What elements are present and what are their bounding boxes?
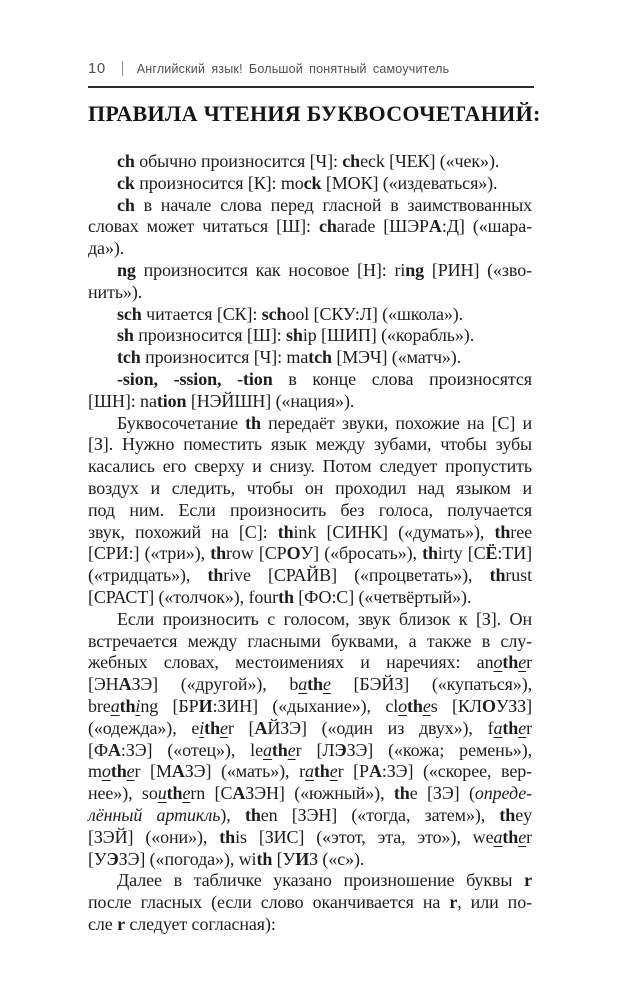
body-line [88,522,532,544]
text-run: e [518,717,527,738]
text-run: row [СР [226,543,287,564]
text-run: th [245,412,261,433]
text-run: bre [88,695,111,716]
text-run: th [422,543,438,564]
text-run: ck [117,172,135,193]
body-line [88,587,532,609]
text-run: произносится как носовое [Н]: ri [135,259,406,280]
text-run: r [526,826,532,847]
text-run: :ЗЭ] («скорее, вер- [381,761,533,782]
text-run: o [101,761,111,782]
text-run: ng [БР [140,695,199,716]
text-run: А [232,783,246,804]
text-run: ng [405,259,425,280]
text-run: в начале слова перед гласной в заимствованных [134,194,532,215]
text-run: i [199,717,205,738]
text-run: [НЭЙШН] («нация»). [186,390,355,411]
text-run: [БЭЙЗ] («купаться»), [330,674,532,695]
text-run: r [449,892,458,913]
text-run: e [ЗЭ] ( [409,783,475,804]
text-run: rive [СРАЙВ] («процветать»), [223,565,490,586]
text-run: О [286,543,301,564]
text-run: th [502,717,519,738]
text-run: ), [220,804,245,825]
text-run: [СРАСТ] («толчок»), four [88,586,279,607]
running-head [88,60,534,77]
text-run: e [322,674,331,695]
text-run: r [526,717,532,738]
text-run: («тридцать»), [88,565,208,586]
body-line [88,151,532,173]
text-run: [ФО:С] («четвёртый»). [293,586,472,607]
text-run: u [157,783,167,804]
text-run: после гласных (если слово оканчивается на [88,892,450,913]
text-run: r [М [134,761,172,782]
text-run: th [244,804,261,825]
text-run: , или по- [457,892,532,913]
text-run: sh [286,325,303,346]
text-run: да»). [88,238,125,259]
body-line [88,369,532,391]
text-run: А [118,674,132,695]
text-run: [ЭН [88,674,119,695]
page-title: ПРАВИЛА ЧТЕНИЯ БУКВОСОЧЕТАНИЙ: [88,101,541,126]
text-run: Э [106,848,119,869]
body-line [88,565,532,587]
text-run: e [518,826,527,847]
text-run: th [210,543,226,564]
text-run: :ТИ] [497,543,532,564]
text-run: th [110,761,127,782]
text-run: ey [515,804,532,825]
text-run: ch [117,151,135,171]
header-divider [122,61,123,76]
body-line [88,631,532,653]
text-run: arade [ШЭР [336,216,429,237]
text-run: нее»), so [88,783,158,804]
text-run: касались его сверху и снизу. Потом следует пропустить [88,456,532,477]
body-line [88,718,532,740]
body-line [88,325,532,347]
text-run: ch [318,216,337,237]
text-run: rust [505,565,532,586]
body-line [88,216,532,238]
text-run: А [108,739,121,760]
body-line [88,500,532,522]
text-run: e [219,717,228,738]
body-line [88,761,532,783]
text-run: [З]. Нужно поместить язык между зубами, чтобы зубы [88,434,532,455]
text-run: жебных словах, местоимениях и наречиях: an [88,652,494,673]
text-run: [РИН] («зво- [424,259,532,280]
text-run: th [502,652,519,673]
text-run: Далее в табличке указано произношение буквы [117,870,525,891]
text-run: ink [СИНК] («думать»), [293,521,495,542]
body-line [88,391,532,413]
text-run: произносится [К]: mo [134,172,304,193]
text-run: is [ЗИС] («этот, эта, это»), we [235,826,494,847]
text-run: сле [88,913,118,934]
body-line [88,434,532,456]
body-line [88,195,532,217]
running-title: Английский язык! Большой понятный самоучитель [136,61,450,76]
body-line [88,783,532,805]
header-rule [88,86,534,88]
text-run: th [499,804,516,825]
text-run: r [Р [337,761,369,782]
body-line [88,260,532,282]
body-line [88,652,532,674]
text-run: r [117,913,125,934]
text-run: th [502,826,519,847]
body-line [88,914,532,936]
text-run: УЗЗ] [495,695,532,716]
text-run: o [398,695,408,716]
text-run: th [278,586,294,607]
text-run: :Д] («шара- [441,216,532,237]
text-run: ng [117,259,136,280]
text-run: в конце слова произносятся [272,368,532,389]
text-run: ЗЭН] («южный»), [245,783,394,804]
body-line [88,674,532,696]
body-line [88,892,532,914]
text-run: th [277,521,294,542]
text-run: e [422,695,431,716]
text-run: обычно произносится [Ч]: [134,151,343,171]
page-number: 10 [88,60,106,77]
text-run: Ё [485,543,498,564]
text-run: e [329,761,338,782]
body-line [88,849,532,871]
body-line [88,740,532,762]
text-run: sch [261,303,287,324]
text-run: irty [С [437,543,486,564]
text-run: ck [303,172,322,193]
text-run: ip [ШИП] («корабль»). [302,325,475,346]
body-line [88,238,532,260]
text-run: tch [117,347,141,368]
text-run: [У [88,848,107,869]
text-run: читается [СК]: [141,303,262,324]
text-run: У] («бросать»), [300,543,423,564]
text-run: tch [308,347,332,368]
text-run: ЗЭ] («погода»), wi [118,848,257,869]
text-run: И [198,695,213,716]
body-line [88,827,532,849]
body-line [88,304,532,326]
text-run: e [518,652,527,673]
text-run: r [526,652,532,673]
body-text [88,151,532,936]
text-run: ЗЭ] («кожа; ремень»), [346,739,532,760]
text-run: th [271,739,288,760]
body-line [88,696,532,718]
text-run: [У [272,848,296,869]
body-line [88,870,532,892]
text-run: произносится [Ш]: [133,325,287,346]
text-run: th [119,695,136,716]
text-run: встречается между гласными буквами, а также в слу- [88,630,532,651]
text-run: Буквосочетание [117,412,246,433]
body-line [88,173,532,195]
text-run: eck [ЧЕК] («чек»). [360,151,500,171]
text-run: s [КЛ [430,695,482,716]
text-run: нить»). [88,281,143,302]
text-run: a [305,761,314,782]
text-run: [ЗЭЙ] («они»), [88,826,220,847]
text-run: ЗЭ] («другой»), b [131,674,299,695]
text-run: И [295,848,310,869]
text-run: [МОК] («издеваться»). [321,172,498,193]
text-run: th [307,674,323,695]
text-run: th [219,826,236,847]
text-run: sh [117,325,134,346]
text-run: th [256,848,273,869]
text-run: передаёт звуки, похожие на [С] и [260,412,532,433]
text-run: [МЭЧ] («матч»). [331,347,462,368]
text-run: [СРИ:] («три»), [88,543,211,564]
text-run: th [393,783,410,804]
text-run: ool [СКУ:Л] («школа»). [286,303,464,324]
text-run: en [ЗЭН] («тогда, затем»), [260,804,500,825]
text-run: словах может читаться [Ш]: [88,216,319,237]
text-run: ЙЗЭ] («один из двух»), f [267,717,494,738]
text-run: О [481,695,496,716]
text-run: r [Л [295,739,335,760]
text-run: :ЗЭ] («отец»), le [120,739,263,760]
text-run: («одежда»), e [88,717,200,738]
text-run: sch [117,303,142,324]
body-line [88,805,532,827]
text-run: -sion, -ssion, -tion [117,368,273,389]
text-run: ree [510,521,532,542]
text-run: th [204,717,220,738]
body-line [88,609,532,631]
text-run: Э [334,739,347,760]
text-run: e [126,761,135,782]
text-run: [ШН]: na [88,390,157,411]
text-run: th [313,761,330,782]
text-run: З («с»). [309,848,365,869]
text-run: e [182,783,191,804]
body-line [88,413,532,435]
body-line [88,543,532,565]
text-run: лённый артикль [88,804,221,825]
text-run: e [287,739,296,760]
text-run: опреде- [474,783,532,804]
text-run: tion [156,390,187,411]
text-run: i [135,695,141,716]
text-run: th [407,695,423,716]
text-run: А [368,761,382,782]
text-run: th [489,565,506,586]
text-run: r [ [227,717,255,738]
text-run: m [88,761,102,782]
text-run: a [493,826,503,847]
text-run: [Ф [88,739,109,760]
text-run: ch [342,151,361,171]
body-line [88,456,532,478]
text-run: th [207,565,224,586]
text-run: А [171,761,185,782]
text-run: a [298,674,308,695]
text-run: ЗЭ] («мать»), r [184,761,305,782]
body-line [88,478,532,500]
body-line [88,282,532,304]
text-run: a [110,695,120,716]
text-run: o [493,652,503,673]
text-run: :ЗИН] («дыхание»), cl [212,695,399,716]
text-run: звук, похожий на [С]: [88,521,278,542]
text-run: Если произносить с голосом, звук близок к [З]. Он [117,608,532,629]
text-run: воздух и следить, чтобы он проходил над языком и [88,477,532,498]
text-run: th [494,521,511,542]
text-run: следует согласная): [124,913,276,934]
text-run: th [166,783,183,804]
text-run: a [262,739,272,760]
text-run: r [524,870,532,891]
text-run: произносится [Ч]: ma [140,347,309,368]
text-run: a [493,717,503,738]
text-run: rn [С [190,783,233,804]
text-run: А [428,216,442,237]
text-run: под ним. Если произносить без голоса, получается [88,499,532,520]
text-run: А [254,717,268,738]
text-run: ch [117,194,135,215]
body-line [88,347,532,369]
